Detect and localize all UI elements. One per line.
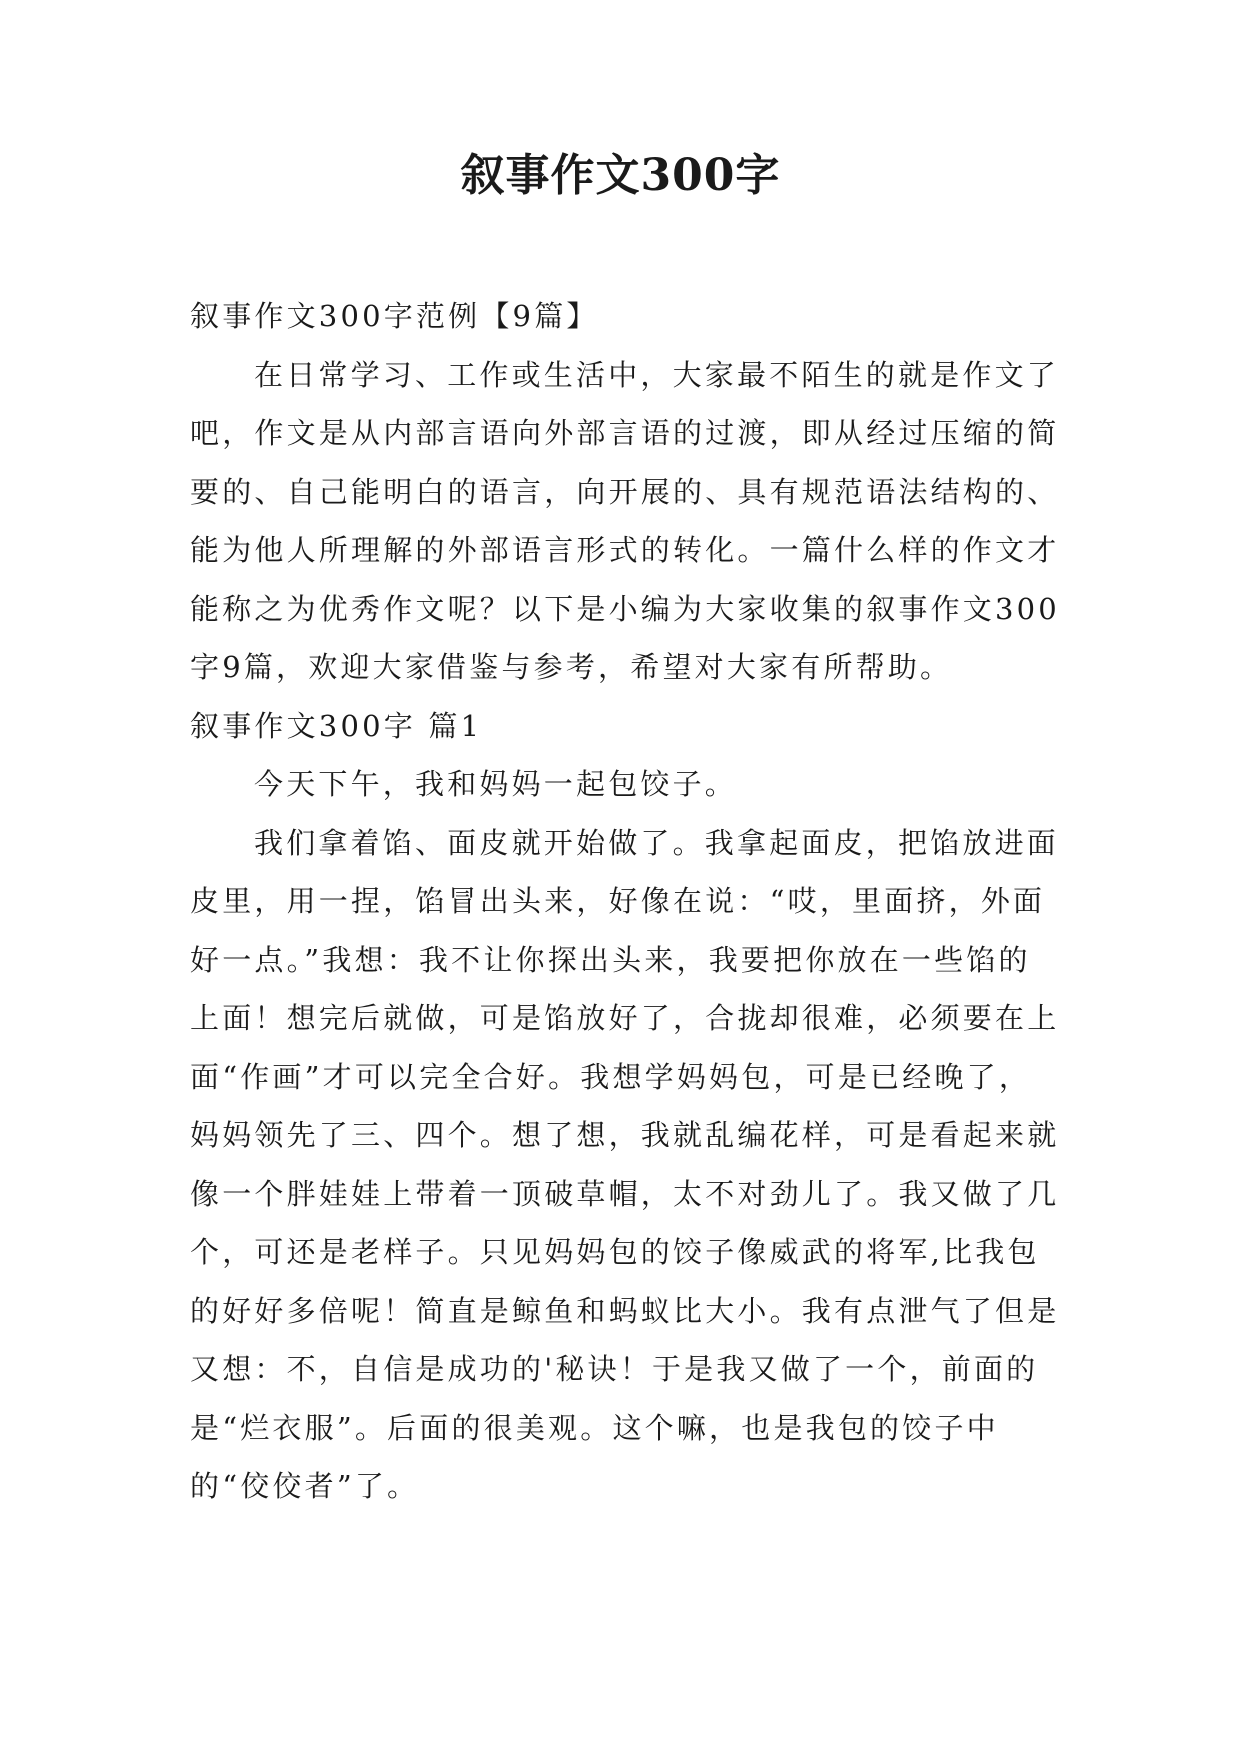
- document-subtitle: 叙事作文300字范例【9篇】: [190, 299, 599, 333]
- body-paragraph: 今天下午，我和妈妈一起包饺子。: [254, 767, 738, 801]
- document-body: [190, 287, 1060, 1516]
- document-title: 叙事作文300字: [460, 150, 781, 201]
- section-heading: 叙事作文300字 篇1: [190, 708, 483, 743]
- intro-paragraph: 在日常学习、工作或生活中，大家最不陌生的就是作文了吧，作文是从内部言语向外部言语的过渡，即从经过压缩的简要的、自己能明白的语言，向开展的、具有规范语法结构的、能为他人所理解的外部语言形式的转化。一篇什么样的作文才能称之为优秀作文呢？以下是小编为大家收集的叙事作文300字9篇，欢迎大家借鉴与参考，希望对大家有所帮助。: [190, 357, 1060, 684]
- body-paragraph: 我们拿着馅、面皮就开始做了。我拿起面皮，把馅放进面皮里，用一捏，馅冒出头来，好像在说：“哎，里面挤，外面好一点。”我想：我不让你探出头来，我要把你放在一些馅的上面！想完后就做，可是馅放好了，合拢却很难，必须要在上面“作画”才可以完全合好。我想学妈妈包，可是已经晚了，妈妈领先了三、四个。想了想，我就乱编花样，可是看起来就像一个胖娃娃上带着一顶破草帽，太不对劲儿了。我又做了几个，可还是老样子。只见妈妈包的饺子像威武的将军,比我包的好好多倍呢！简直是鲸鱼和蚂蚁比大小。我有点泄气了但是又想：不，自信是成功的'秘诀！于是我又做了一个，前面的是“烂衣服”。后面的很美观。这个嘛，也是我包的饺子中的“佼佼者”了。: [190, 825, 1060, 1503]
